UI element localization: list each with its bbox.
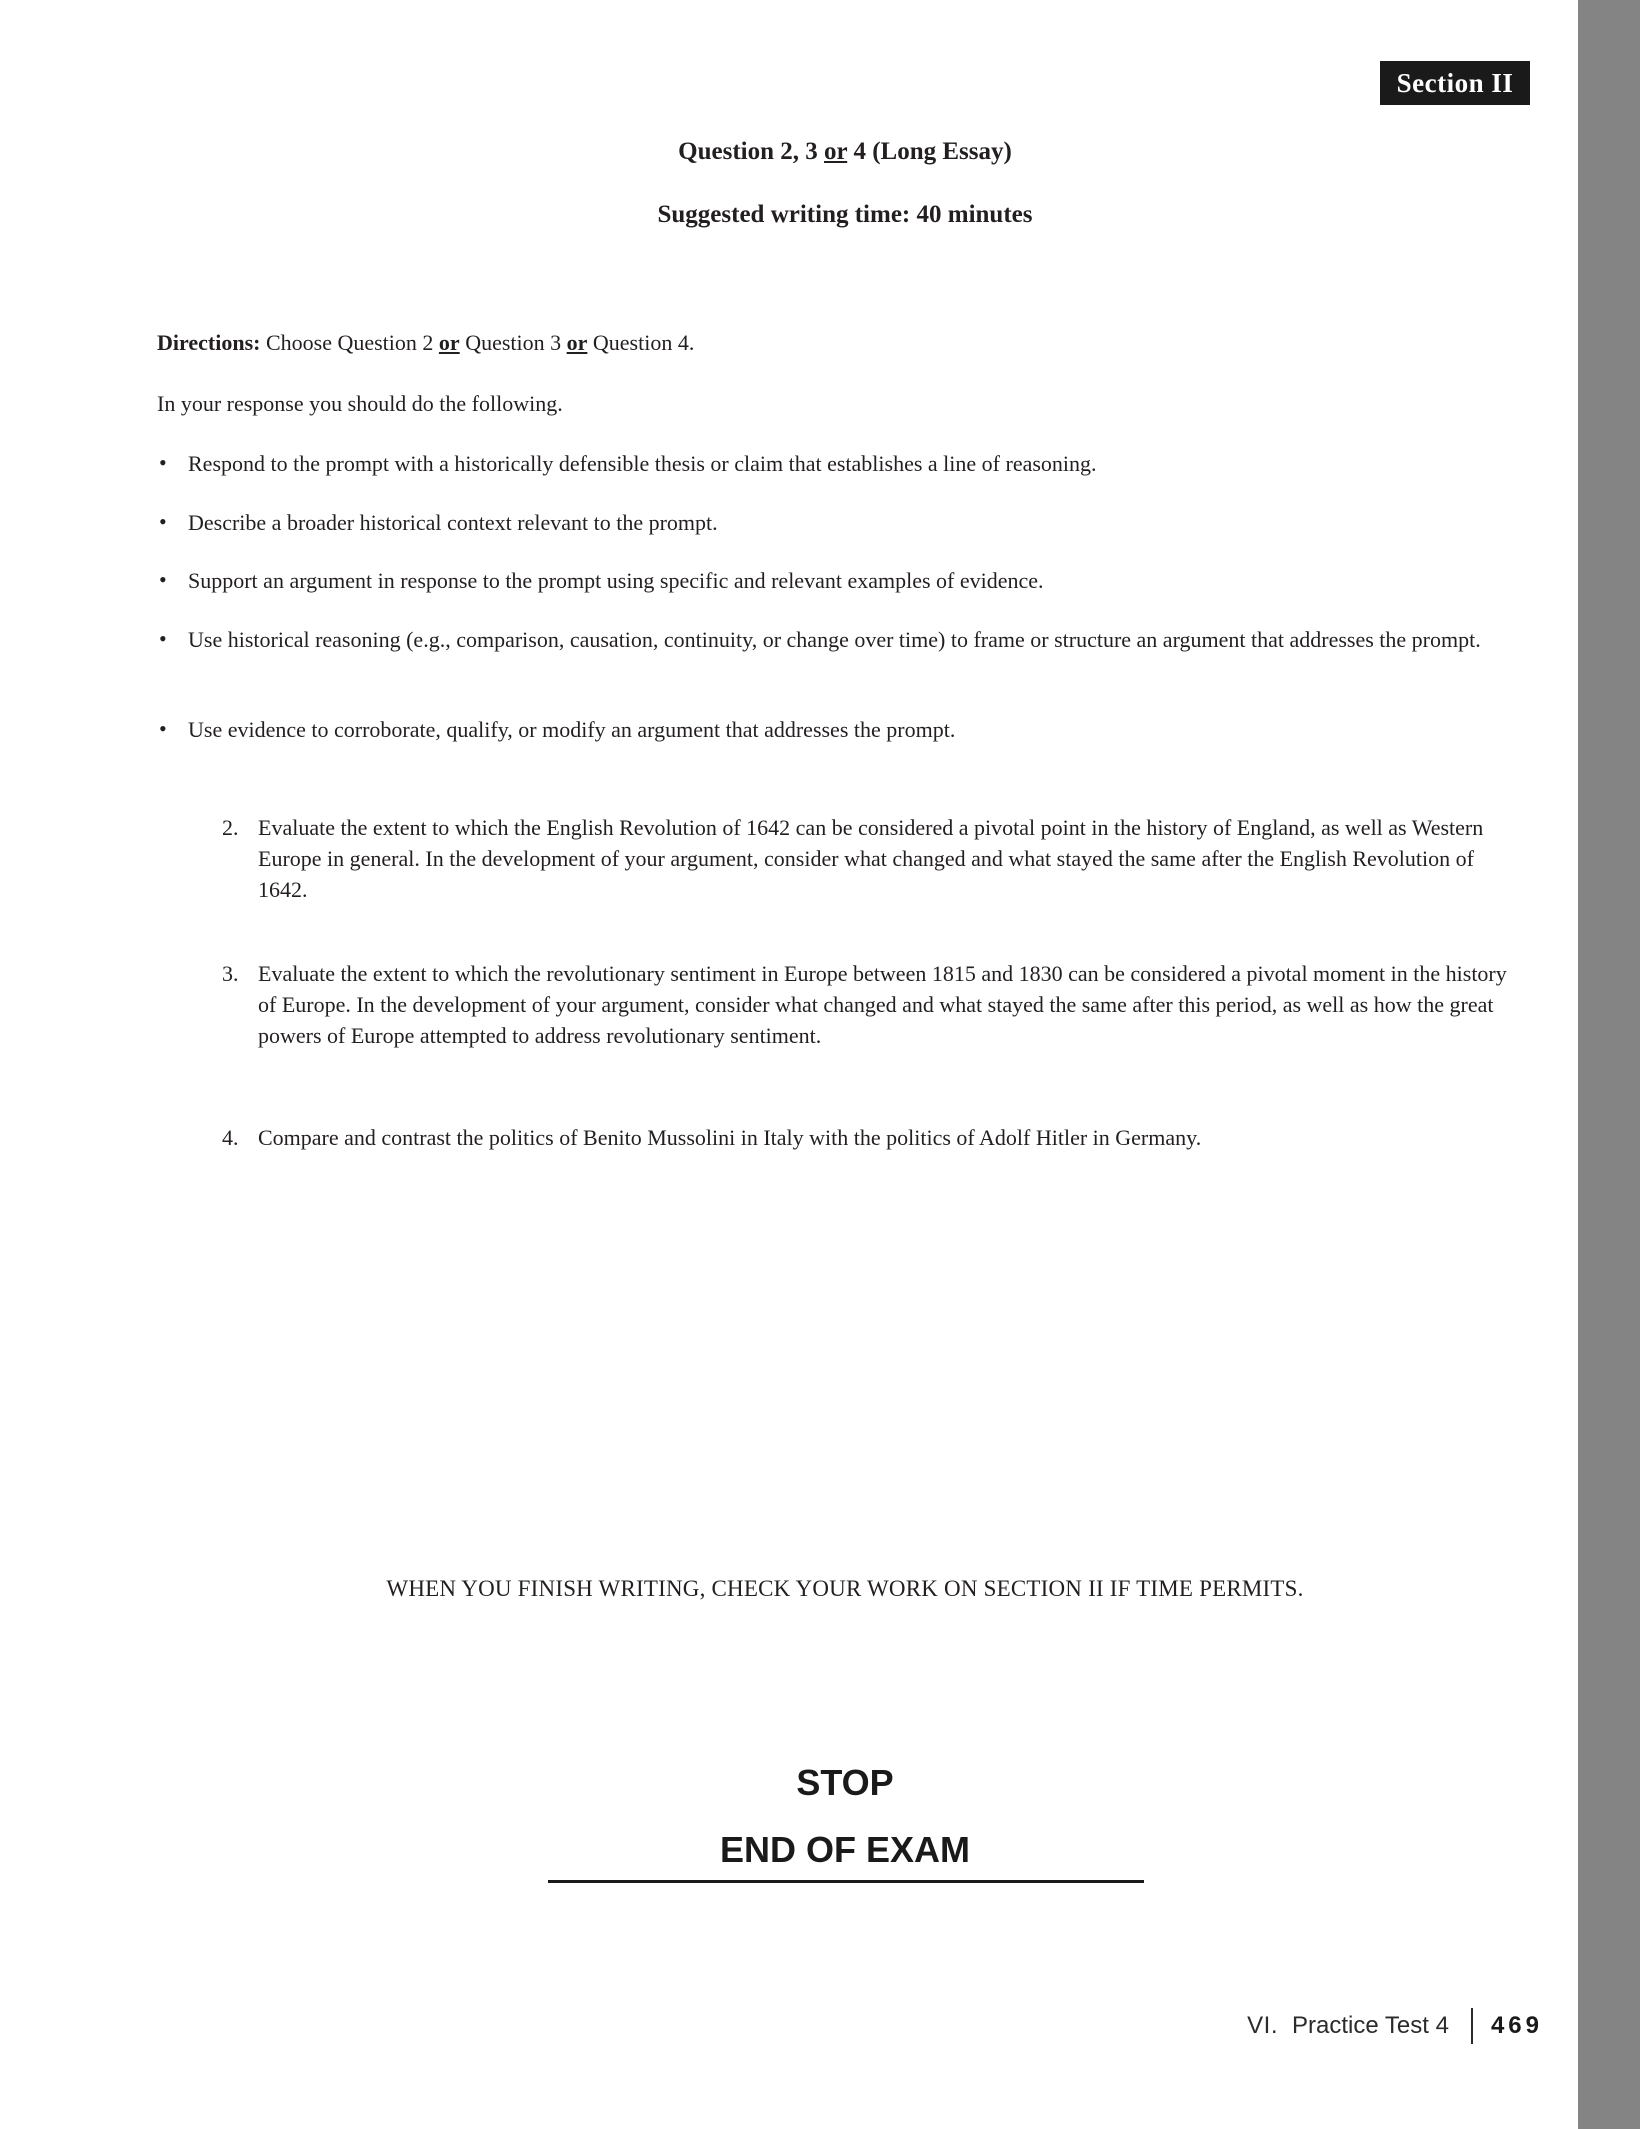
question-item-2 [222, 812, 1518, 905]
bullet-item [157, 624, 1517, 655]
directions-or-2: or [566, 330, 588, 355]
bullet-marker: • [159, 567, 167, 592]
bullet-item [157, 507, 1517, 538]
title-text: Question 2, 3 [678, 138, 825, 165]
footer-chapter-label: VI. [1247, 2012, 1278, 2039]
bullet-marker: • [159, 450, 167, 475]
question-item-4 [222, 1122, 1518, 1153]
question-number: 4. [222, 1125, 239, 1150]
title-text-tail: 4 (Long Essay) [847, 138, 1012, 165]
stop-heading: STOP [796, 1762, 894, 1803]
question-item-3 [222, 958, 1518, 1051]
page-number: 469 [1490, 2012, 1543, 2039]
directions-paragraph [157, 327, 1533, 358]
bullet-item [157, 448, 1517, 479]
footer-test-title: Practice Test 4 [1291, 2012, 1449, 2039]
bullet-text: Support an argument in response to the prompt using specific and relevant examples of evidence. [188, 568, 1044, 593]
section-badge [1380, 61, 1530, 105]
bullet-marker: • [159, 716, 167, 741]
bullet-marker: • [159, 509, 167, 534]
section-badge-label: Section II [1396, 67, 1514, 98]
bullet-item [157, 714, 1517, 745]
page-footer [1247, 2008, 1543, 2044]
bullet-item [157, 565, 1517, 596]
question-text: Evaluate the extent to which the revolutionary sentiment in Europe between 1815 and 1830 can be considered a pivotal moment in the history of Europe. In the development of your argument, consider what changed and what stayed the same after this period, as well as how the great powers of Europe attempted to address revolutionary sentiment. [258, 961, 1507, 1048]
page-title [157, 138, 1533, 166]
page-subtitle: Suggested writing time: 40 minutes [657, 201, 1033, 228]
question-text: Compare and contrast the politics of Benito Mussolini in Italy with the politics of Adolf Hitler in Germany. [258, 1125, 1202, 1150]
end-of-exam-rule [548, 1880, 1144, 1883]
directions-text: Choose Question 2 [260, 330, 439, 355]
question-number: 2. [222, 815, 239, 840]
title-or-underlined: or [824, 138, 848, 165]
footer-divider [1471, 2008, 1473, 2044]
bullet-text: Use evidence to corroborate, qualify, or modify an argument that addresses the prompt. [188, 717, 956, 742]
bullet-text: Use historical reasoning (e.g., comparison, causation, continuity, or change over time) to frame or structure an argument that addresses the prompt. [188, 627, 1481, 652]
finish-note: WHEN YOU FINISH WRITING, CHECK YOUR WORK ON SECTION II IF TIME PERMITS. [386, 1576, 1304, 1601]
bullet-text: Describe a broader historical context relevant to the prompt. [188, 510, 718, 535]
end-of-exam-heading: END OF EXAM [719, 1829, 970, 1870]
directions-label: Directions: [157, 330, 261, 355]
directions-text-2: Question 3 [459, 330, 567, 355]
bullet-text: Respond to the prompt with a historically defensible thesis or claim that establishes a line of reasoning. [188, 451, 1097, 476]
question-text: Evaluate the extent to which the English Revolution of 1642 can be considered a pivotal point in the history of England, as well as Western Europe in general. In the development of your argument, consider what changed and what stayed the same after the English Revolution of 1642. [258, 815, 1484, 902]
directions-text-3: Question 4. [587, 330, 695, 355]
bullet-marker: • [159, 626, 167, 651]
directions-or-1: or [438, 330, 460, 355]
question-number: 3. [222, 961, 239, 986]
intro-paragraph: In your response you should do the following. [157, 391, 563, 416]
page-edge-bar [1578, 0, 1640, 2129]
